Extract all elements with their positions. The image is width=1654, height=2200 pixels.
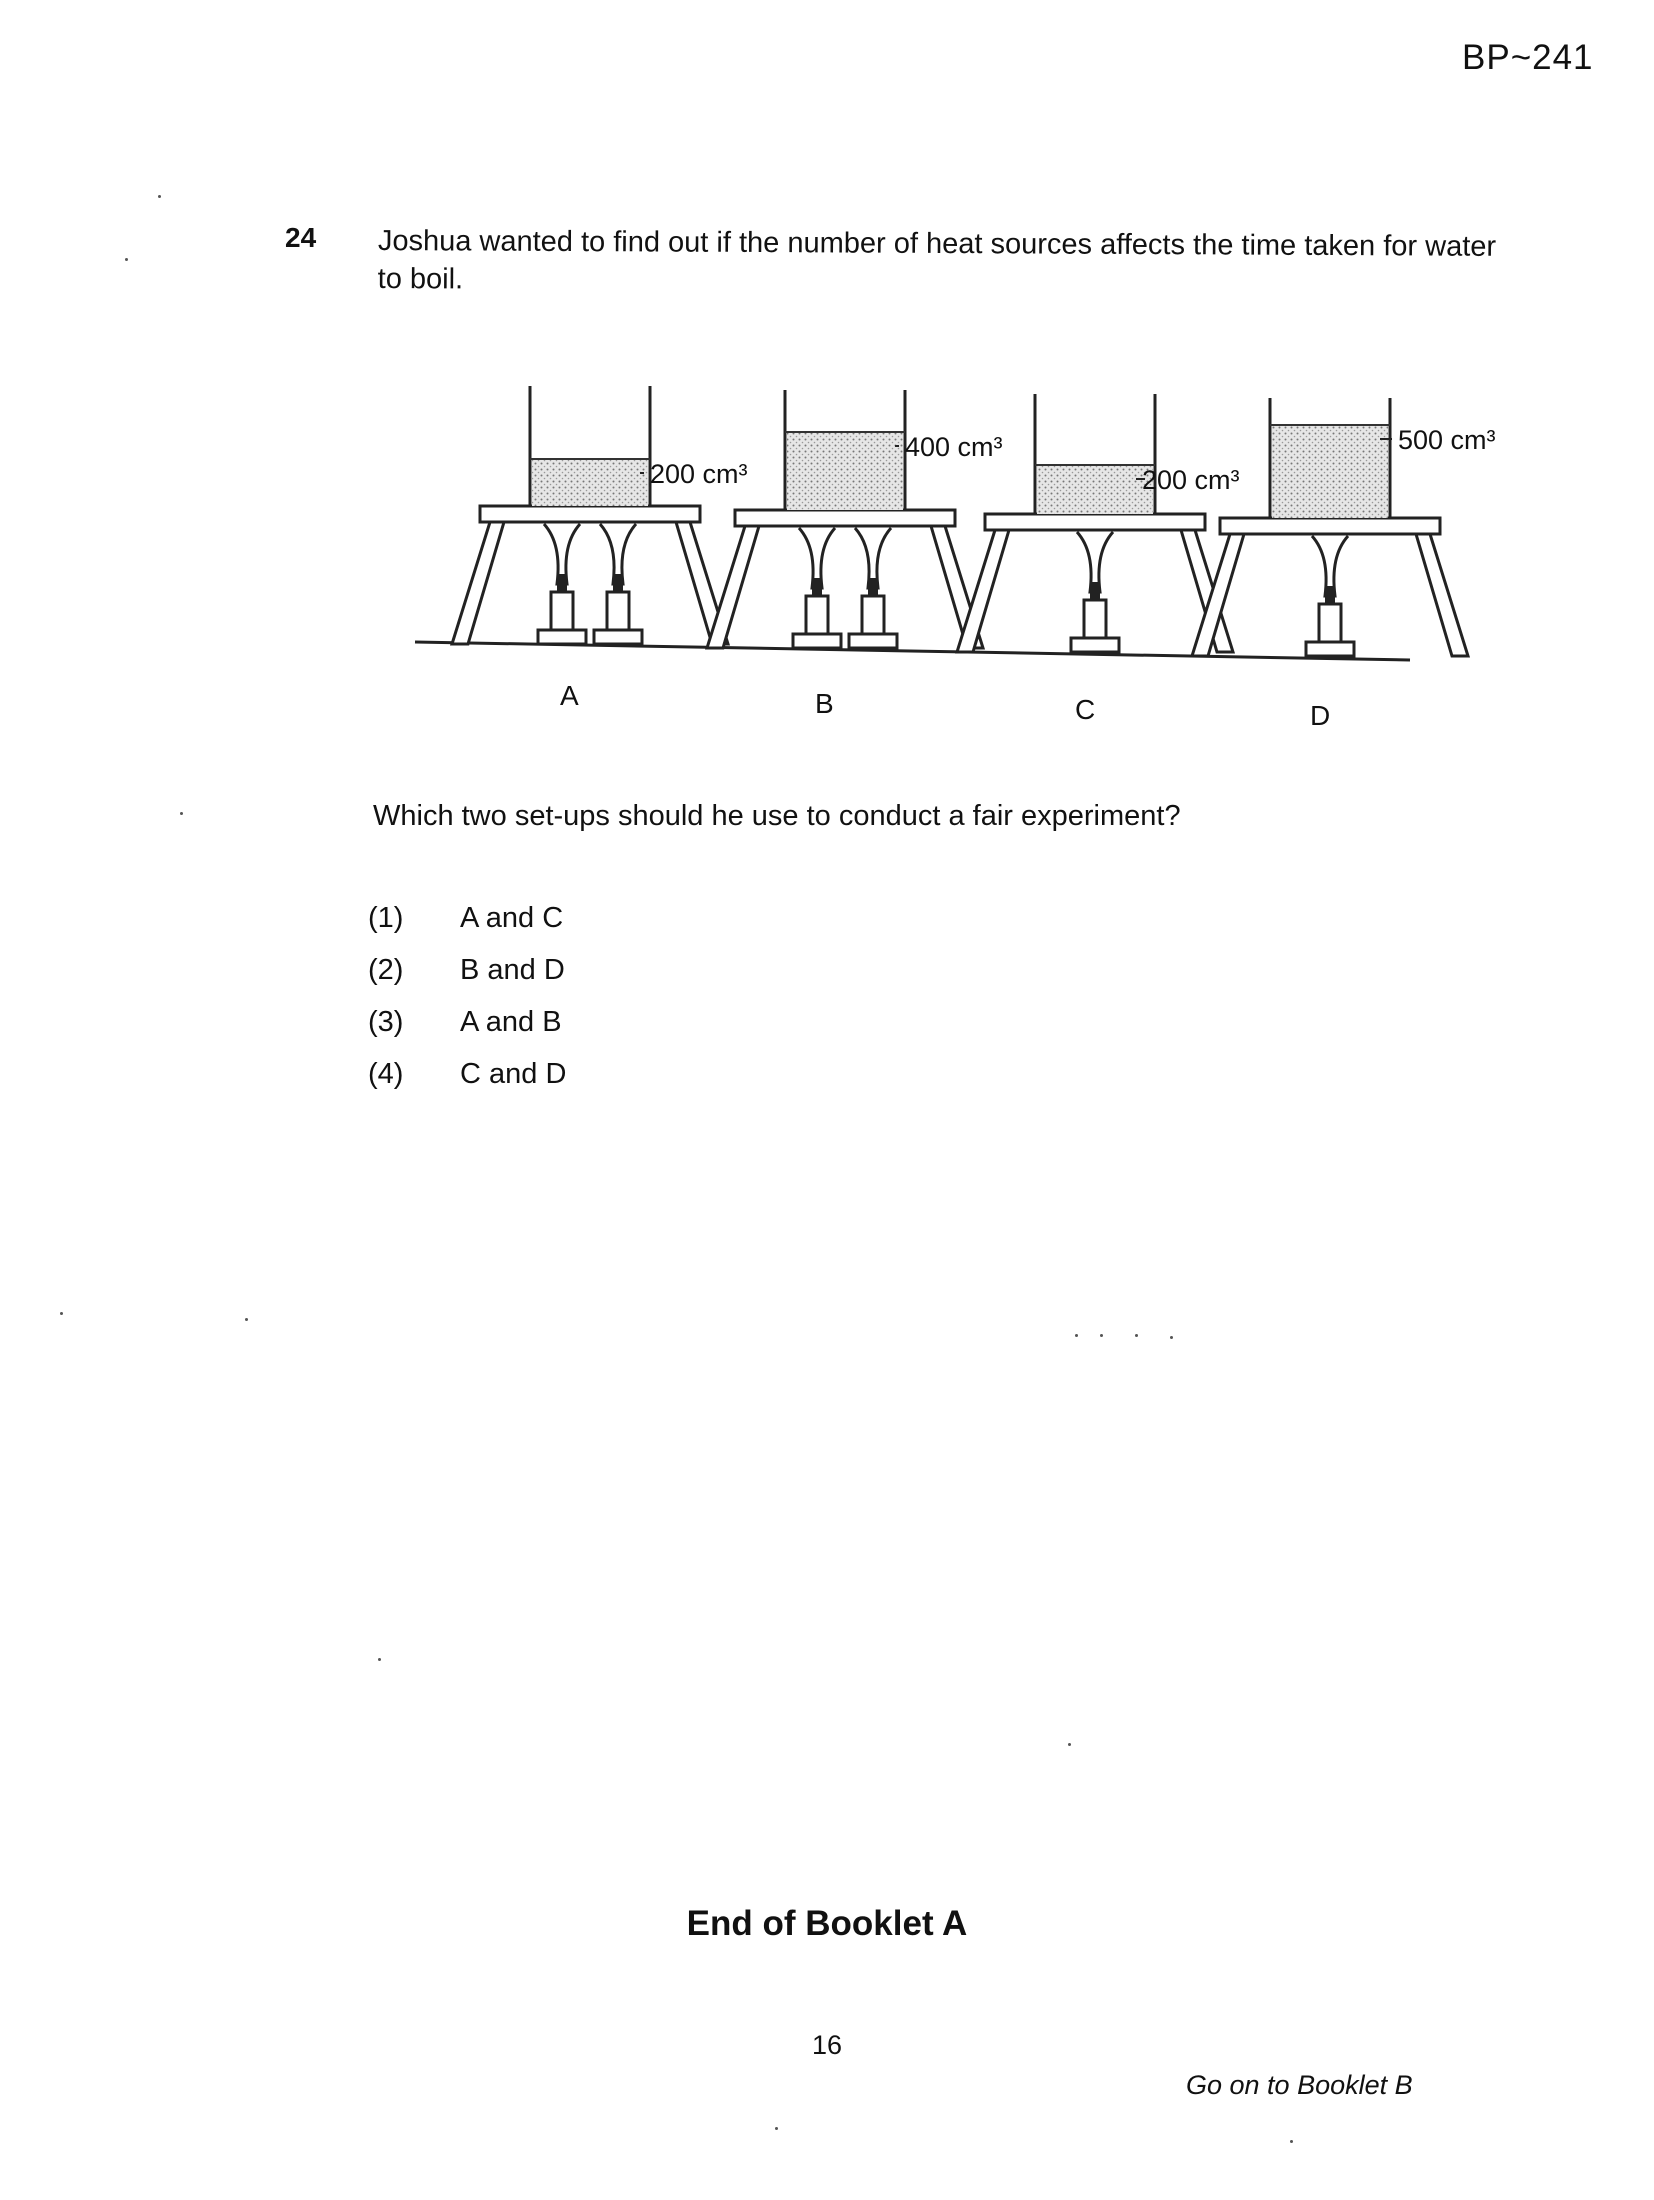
option-3-number: (3) bbox=[368, 1006, 404, 1038]
option-3-text[interactable]: A and B bbox=[460, 1006, 562, 1038]
water bbox=[787, 432, 903, 510]
burner-base bbox=[1306, 642, 1354, 656]
next-booklet-note: Go on to Booklet B bbox=[1186, 2070, 1413, 2100]
option-2-text[interactable]: B and D bbox=[460, 954, 565, 986]
burner-wick bbox=[868, 578, 878, 596]
volume-label: 500 cm³ bbox=[1398, 425, 1496, 455]
question-text: Joshua wanted to find out if the number of heat sources affects the time taken for water to boil. bbox=[377, 224, 1497, 296]
document-code: BP~241 bbox=[1462, 38, 1594, 77]
scan-speck bbox=[158, 195, 161, 198]
option-2-number: (2) bbox=[368, 954, 404, 986]
burner-wick bbox=[812, 578, 822, 596]
setup-label-d: D bbox=[1310, 700, 1331, 731]
burner-wick bbox=[557, 574, 567, 592]
experiment-diagram bbox=[0, 0, 1654, 760]
burner-wick bbox=[1325, 586, 1335, 604]
burner-base bbox=[1071, 638, 1119, 652]
scan-speck bbox=[1135, 1334, 1138, 1337]
setup-label-a: A bbox=[560, 680, 579, 711]
scan-speck bbox=[1290, 2140, 1293, 2143]
tripod-leg bbox=[1416, 534, 1468, 656]
burner-base bbox=[594, 630, 642, 644]
page-number: 16 bbox=[811, 2030, 843, 2060]
burner-wick bbox=[1090, 582, 1100, 600]
tripod-top bbox=[480, 506, 700, 522]
burner-base bbox=[538, 630, 586, 644]
tripod-top bbox=[735, 510, 955, 526]
water bbox=[1037, 465, 1153, 514]
setup-label-c: C bbox=[1075, 694, 1096, 725]
scan-speck bbox=[378, 1658, 381, 1661]
scan-speck bbox=[775, 2127, 778, 2130]
end-of-booklet: End of Booklet A bbox=[686, 1904, 968, 1943]
tripod-leg bbox=[707, 526, 759, 648]
scan-speck bbox=[1075, 1334, 1078, 1337]
setup-label-b: B bbox=[815, 688, 834, 719]
burner-wick bbox=[613, 574, 623, 592]
scan-speck bbox=[60, 1312, 63, 1315]
scan-speck bbox=[125, 258, 128, 261]
volume-label: 200 cm³ bbox=[1142, 465, 1240, 495]
scan-speck bbox=[1170, 1336, 1173, 1339]
option-4-number: (4) bbox=[368, 1058, 404, 1090]
tripod-top bbox=[985, 514, 1205, 530]
question-prompt: Which two set-ups should he use to conduct a fair experiment? bbox=[373, 800, 1181, 832]
volume-label: 400 cm³ bbox=[905, 432, 1003, 462]
burner-base bbox=[793, 634, 841, 648]
tripod-leg bbox=[452, 522, 504, 644]
burner-base bbox=[849, 634, 897, 648]
option-1-number: (1) bbox=[368, 902, 404, 934]
scan-speck bbox=[1068, 1743, 1071, 1746]
volume-label: 200 cm³ bbox=[650, 459, 748, 489]
scan-speck bbox=[180, 812, 183, 815]
scan-speck bbox=[1100, 1334, 1103, 1337]
question-number: 24 bbox=[285, 222, 317, 253]
option-1-text[interactable]: A and C bbox=[460, 902, 564, 934]
water bbox=[532, 459, 648, 506]
water bbox=[1272, 425, 1388, 518]
scan-speck bbox=[245, 1318, 248, 1321]
tripod-top bbox=[1220, 518, 1440, 534]
option-4-text[interactable]: C and D bbox=[460, 1058, 567, 1090]
